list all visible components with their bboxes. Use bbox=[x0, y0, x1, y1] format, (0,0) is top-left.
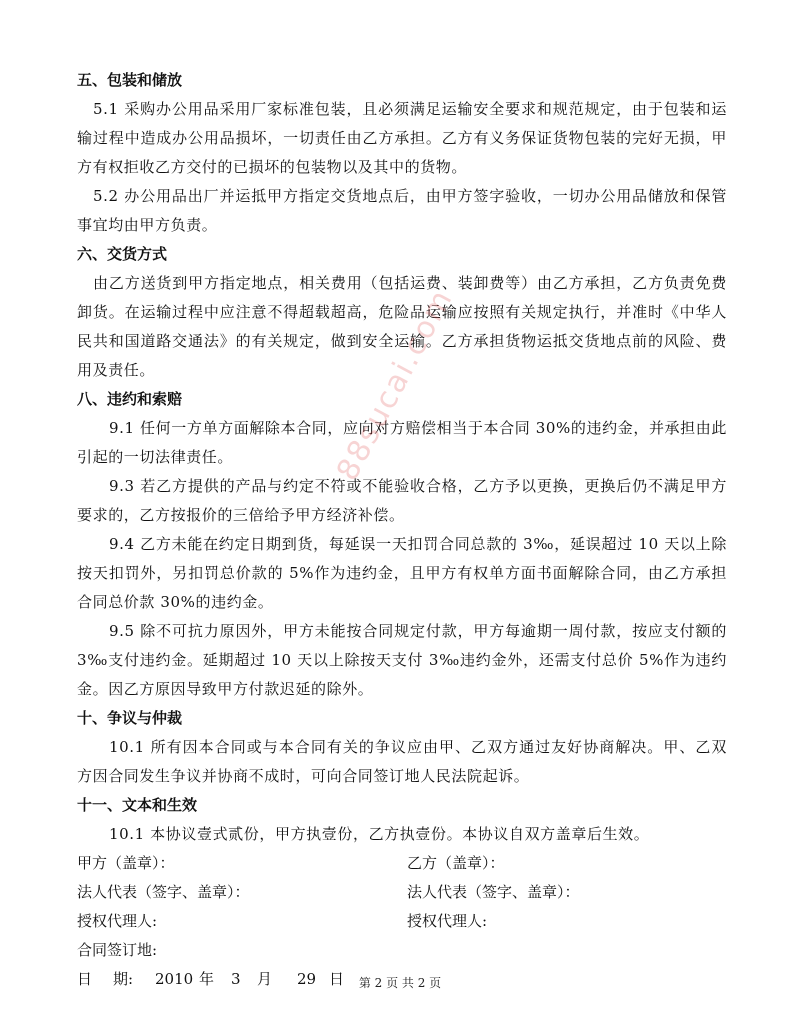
date-label-2: 期: bbox=[113, 970, 134, 988]
section-heading-effect: 十一、文本和生效 bbox=[77, 796, 198, 814]
party-b-seal: 乙方（盖章）： bbox=[407, 854, 505, 872]
page-footer: 第 2 页 共 2 页 bbox=[358, 976, 442, 990]
date-year: 2010 bbox=[155, 970, 194, 988]
clause-5-2: 5.2 办公用品出厂并运抵甲方指定交货地点后，由甲方签字验收，一切办公用品储放和保管事宜均由甲方负责。 bbox=[77, 187, 727, 234]
party-a-seal: 甲方（盖章）： bbox=[77, 854, 175, 872]
section-heading-packaging: 五、包装和储放 bbox=[77, 71, 183, 89]
party-b-agent: 授权代理人: bbox=[407, 912, 488, 930]
section-heading-delivery: 六、交货方式 bbox=[77, 245, 168, 263]
signature-row-legal bbox=[77, 878, 727, 907]
clause-10-1: 10.1 所有因本合同或与本合同有关的争议应由甲、乙双方通过友好协商解决。甲、乙双方因合同发生争议并协商不成时，可向合同签订地人民法院起诉。 bbox=[77, 738, 727, 785]
date-label-1: 日 bbox=[77, 970, 93, 988]
section-heading-dispute: 十、争议与仲裁 bbox=[77, 709, 183, 727]
date-day-unit: 日 bbox=[329, 970, 345, 988]
date-month: 3 bbox=[231, 970, 241, 988]
party-a-agent: 授权代理人: bbox=[77, 912, 158, 930]
date-year-unit: 年 bbox=[199, 970, 215, 988]
party-b-legal-rep: 法人代表（签字、盖章）： bbox=[407, 883, 580, 901]
date-month-unit: 月 bbox=[257, 970, 273, 988]
clause-5-1: 5.1 采购办公用品采用厂家标准包装，且必须满足运输安全要求和规范规定，由于包装和运输过程中造成办公用品损坏，一切责任由乙方承担。乙方有义务保证货物包装的完好无损，甲方有权拒收乙方交付的已损坏的包装物以及其中的货物。 bbox=[77, 100, 727, 176]
signature-row-agent bbox=[77, 907, 727, 936]
party-a-legal-rep: 法人代表（签字、盖章）： bbox=[77, 883, 250, 901]
clause-9-3: 9.3 若乙方提供的产品与约定不符或不能验收合格，乙方予以更换，更换后仍不满足甲方要求的，乙方按报价的三倍给予甲方经济补偿。 bbox=[77, 477, 727, 524]
clause-11-1: 10.1 本协议壹式贰份，甲方执壹份，乙方执壹份。本协议自双方盖章后生效。 bbox=[109, 825, 650, 843]
signing-place: 合同签订地: bbox=[77, 941, 158, 959]
section-heading-breach: 八、违约和索赔 bbox=[77, 390, 183, 408]
signature-row-seal bbox=[77, 849, 727, 878]
clause-9-1: 9.1 任何一方单方面解除本合同，应向对方赔偿相当于本合同 30%的违约金，并承担由此引起的一切法律责任。 bbox=[77, 419, 727, 466]
clause-9-5: 9.5 除不可抗力原因外，甲方未能按合同规定付款，甲方每逾期一周付款，按应支付额的 3‰支付违约金。延期超过 10 天以上除按天支付 3‰违约金外，还需支付总价 5%作为违约金。因乙方原因导致甲方付款迟延的除外。 bbox=[77, 622, 727, 698]
clause-delivery: 由乙方送货到甲方指定地点，相关费用（包括运费、装卸费等）由乙方承担，乙方负责免费卸货。在运输过程中应注意不得超载超高，危险品运输应按照有关规定执行，并准时《中华人民共和国道路交通法》的有关规定，做到安全运输。乙方承担货物运抵交货地点前的风险、费用及责任。 bbox=[77, 274, 727, 379]
document-body bbox=[77, 66, 727, 994]
date-day: 29 bbox=[297, 970, 317, 988]
watermark-text: 88sucai.com bbox=[330, 283, 461, 487]
clause-9-4: 9.4 乙方未能在约定日期到货，每延误一天扣罚合同总款的 3‰，延误超过 10 天以上除按天扣罚外，另扣罚总价款的 5%作为违约金，且甲方有权单方面书面解除合同，由乙方承担合同总价款 30%的违约金。 bbox=[77, 535, 727, 611]
